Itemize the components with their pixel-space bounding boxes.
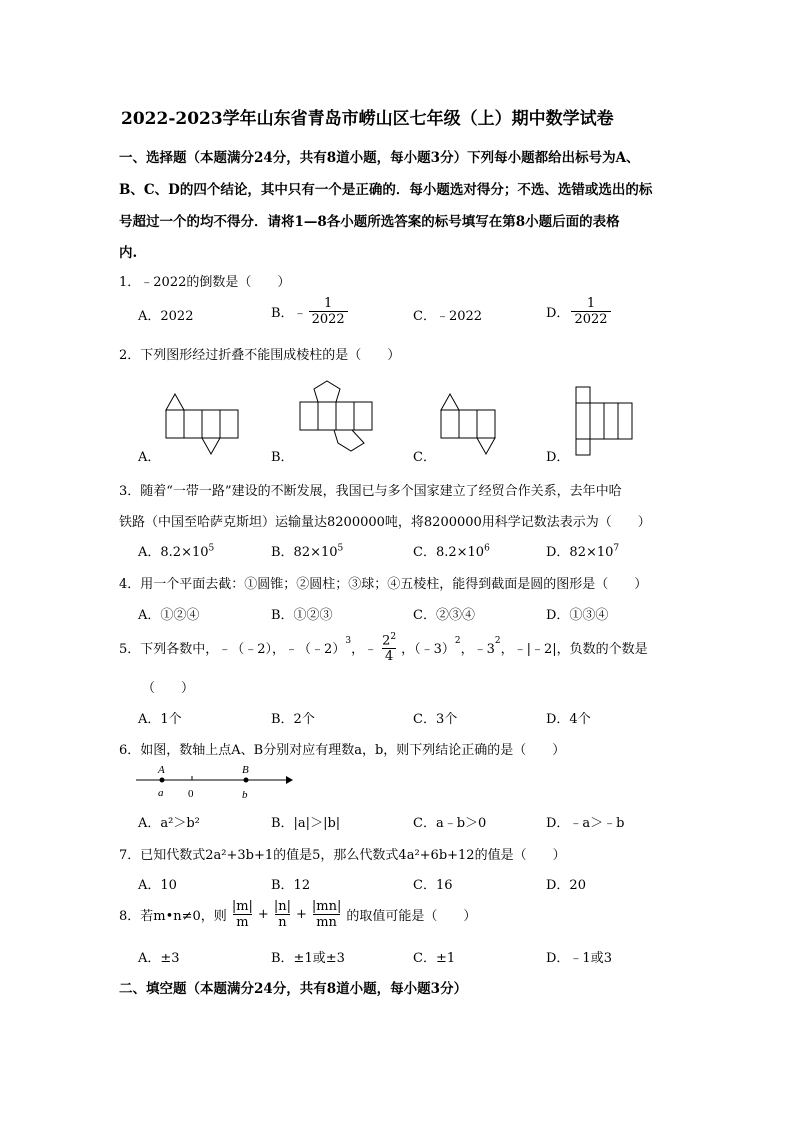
q3-line2: 铁路（中国至哈萨克斯坦）运输量达8200000吨，将8200000用科学记数法表示为（ ）	[119, 515, 651, 530]
q1-stem: 1．﹣2022的倒数是（ ）	[119, 275, 291, 290]
q2-option-c: C．	[413, 450, 436, 465]
q2-net-b	[297, 377, 375, 459]
q8-fraction-m: $\frac{|m|}{m}$	[231, 899, 253, 930]
q7-option-c: C．16	[413, 878, 453, 893]
q8-option-d: D．﹣1或3	[546, 951, 612, 966]
q3-line1: 3．随着“一带一路”建设的不断发展，我国已与多个国家建立了经贸合作关系，去年中哈	[119, 484, 622, 499]
section1-line3: 号超过一个的均不得分．请将1—8各小题所选答案的标号填写在第8小题后面的表格	[119, 214, 620, 230]
q1-option-b-label: B．﹣	[271, 306, 307, 321]
q2-stem: 2．下列图形经过折叠不能围成棱柱的是（ ）	[119, 348, 401, 363]
section1-line1: 一、选择题（本题满分24分，共有8道小题，每小题3分）下列每小题都给出标号为A、	[119, 150, 640, 166]
variable-a-label: a	[158, 787, 164, 799]
variable-b-label: b	[242, 789, 248, 801]
q5-option-b: B．2个	[271, 712, 315, 727]
q6-number-line	[134, 760, 294, 804]
q5-fraction: $\frac{2^2}{4}$	[382, 632, 397, 665]
q8-stem: 8．若m•n≠0，则 $\frac{|m|}{m}$ + $\frac{|n|}{n}$ + $\frac{|mn|}{mn}$ 的取值可能是（ ）	[119, 899, 477, 930]
q8-option-c: C．±1	[413, 951, 456, 966]
q4-stem: 4．用一个平面去截：①圆锥；②圆柱；③球；④五棱柱，能得到截面是圆的图形是（ ）	[119, 577, 648, 592]
q5-line2: （ ）	[142, 681, 195, 696]
page-title: 2022-2023学年山东省青岛市崂山区七年级（上）期中数学试卷	[121, 109, 614, 129]
q4-option-a: A．①②④	[138, 608, 200, 623]
section1-line4: 内.	[119, 245, 138, 261]
q8-fraction-mn: $\frac{|mn|}{mn}$	[311, 899, 342, 930]
q1-option-d-label: D．	[546, 306, 570, 321]
q7-option-a: A．10	[138, 878, 177, 893]
q3-option-c: C．$8.2\times 10^6$	[413, 543, 490, 560]
q2-net-d	[572, 383, 638, 459]
point-b-label: B	[242, 764, 249, 776]
q1-option-d-fraction: $\frac{1}{2022}$	[571, 296, 610, 327]
q1-option-a: A．2022	[138, 309, 194, 324]
point-a-label: A	[158, 764, 165, 776]
q5-option-d: D．4个	[546, 712, 591, 727]
q6-stem: 6．如图，数轴上点A、B分别对应有理数a，b，则下列结论正确的是（ ）	[119, 743, 566, 758]
q7-stem: 7．已知代数式2a²+3b+1的值是5，那么代数式4a²+6b+12的值是（ ）	[119, 848, 566, 863]
q4-option-c: C．②③④	[413, 608, 475, 623]
q1-option-c: C．﹣2022	[413, 309, 483, 324]
q6-option-d: D．﹣a＞﹣b	[546, 816, 625, 831]
q3-option-a: A．$8.2\times 10^5$	[138, 543, 215, 560]
q5-stem: 5．下列各数中，﹣（﹣2），﹣（﹣2） $^3$ ，﹣ $\frac{2^2}{4}$ ，（﹣3） $^2$ ，﹣3 $^2$ ，﹣|﹣2|，负数的个数是	[119, 632, 648, 665]
q4-option-d: D．①③④	[546, 608, 609, 623]
section1-line2: B、C、D的四个结论，其中只有一个是正确的．每小题选对得分；不选、选错或选出的标	[119, 182, 653, 198]
q1-option-b-fraction: $\frac{1}{2022}$	[309, 296, 348, 327]
q6-option-c: C．a﹣b＞0	[413, 816, 487, 831]
zero-label: 0	[188, 788, 194, 800]
q4-option-b: B．①②③	[271, 608, 333, 623]
q2-option-b: B．	[271, 450, 294, 465]
q2-net-a	[164, 390, 240, 456]
q1-option-d	[546, 296, 613, 327]
q6-option-a: A．a²＞b²	[138, 816, 200, 831]
q7-option-d: D．20	[546, 878, 586, 893]
q2-option-a: A．	[138, 450, 161, 465]
q1-option-b	[271, 296, 350, 327]
q8-option-b: B．±1或±3	[271, 951, 345, 966]
q2-option-d: D．	[546, 450, 570, 465]
q7-option-b: B．12	[271, 878, 311, 893]
q3-option-b: B．$82\times 10^5$	[271, 543, 344, 560]
q6-option-b: B．|a|＞|b|	[271, 816, 341, 831]
q3-option-d: D．$82\times 10^7$	[546, 543, 620, 560]
q5-option-a: A．1个	[138, 712, 182, 727]
q8-option-a: A．±3	[138, 951, 180, 966]
q2-net-c	[439, 390, 499, 456]
q5-option-c: C．3个	[413, 712, 458, 727]
section2-heading: 二、填空题（本题满分24分，共有8道小题，每小题3分）	[119, 981, 468, 997]
q8-fraction-n: $\frac{|n|}{n}$	[273, 899, 291, 930]
